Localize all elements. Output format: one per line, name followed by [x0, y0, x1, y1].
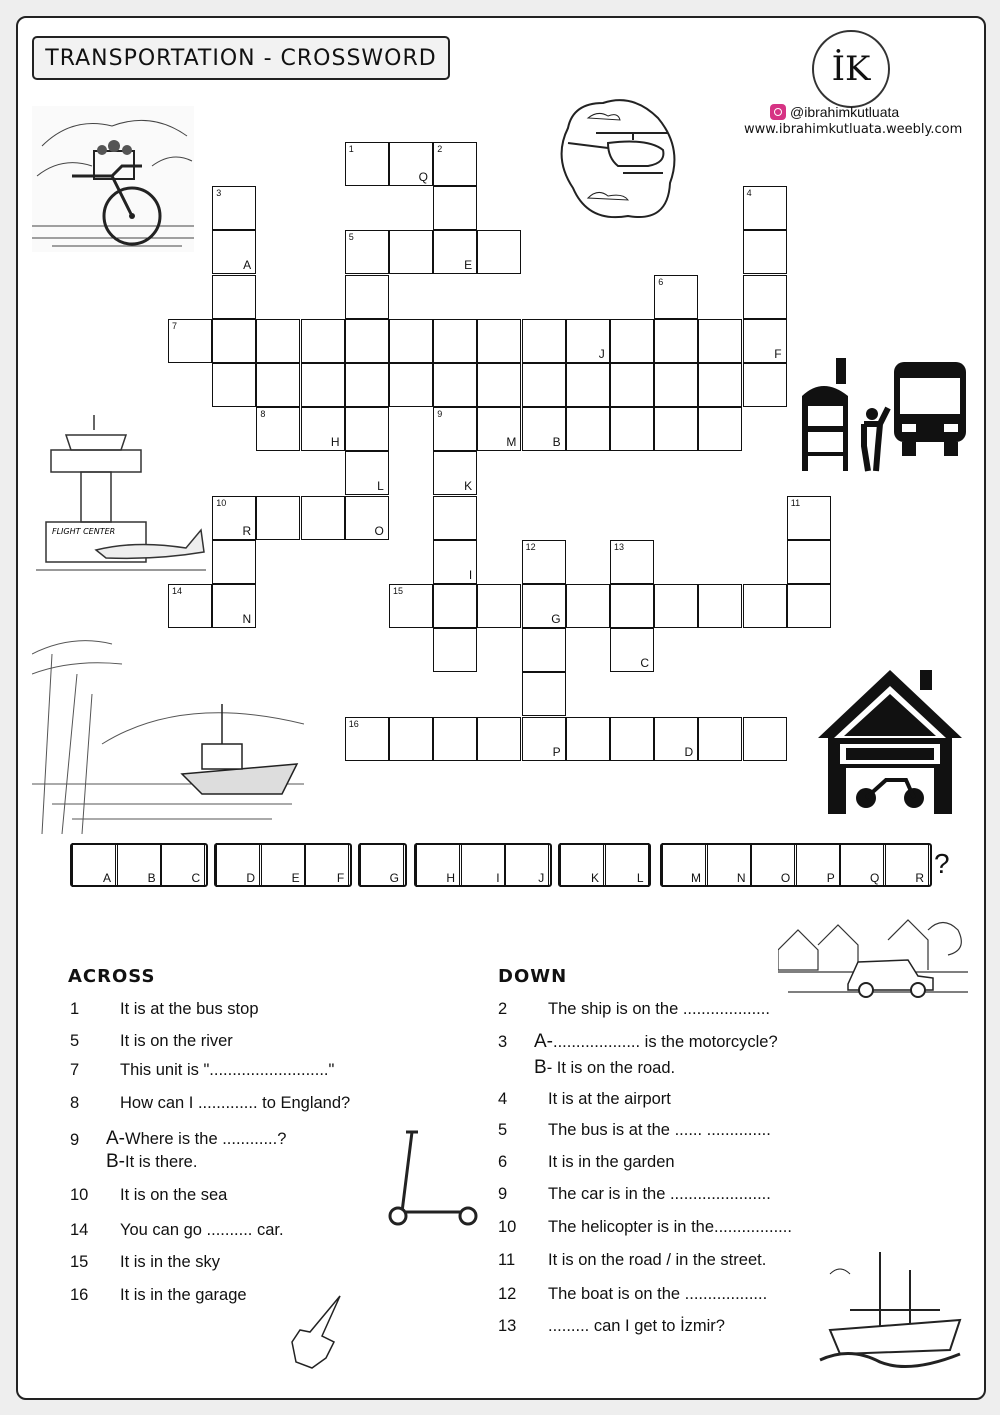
- grid-cell[interactable]: [698, 717, 742, 761]
- grid-cell[interactable]: [301, 363, 345, 407]
- grid-cell-hint-letter: P: [552, 744, 561, 759]
- flight-center-sign: FLIGHT CENTER: [52, 527, 116, 536]
- grid-cell[interactable]: [389, 717, 433, 761]
- answer-slot[interactable]: [560, 843, 604, 887]
- grid-cell[interactable]: [301, 319, 345, 363]
- answer-slot-letter: G: [389, 871, 399, 885]
- down-clue-3-a: A-................... is the motorcycle?: [534, 1031, 778, 1052]
- grid-cell[interactable]: [522, 407, 566, 451]
- grid-cell[interactable]: [477, 363, 521, 407]
- grid-cell[interactable]: [743, 319, 787, 363]
- grid-cell[interactable]: [566, 363, 610, 407]
- grid-cell[interactable]: [433, 628, 477, 672]
- answer-slot[interactable]: [751, 843, 795, 887]
- answer-slot[interactable]: [505, 843, 549, 887]
- across-heading: ACROSS: [68, 966, 156, 987]
- instagram-handle: @ibrahimkutluata: [770, 104, 899, 120]
- grid-cell[interactable]: [787, 496, 831, 540]
- grid-cell[interactable]: [345, 275, 389, 319]
- website-link[interactable]: www.ibrahimkutluata.weebly.com: [744, 122, 963, 137]
- grid-cell[interactable]: [477, 407, 521, 451]
- grid-cell[interactable]: [433, 496, 477, 540]
- grid-cell[interactable]: [433, 186, 477, 230]
- answer-slot-letter: P: [826, 871, 835, 885]
- grid-cell[interactable]: [698, 363, 742, 407]
- grid-cell[interactable]: [610, 407, 654, 451]
- grid-cell-number: 4: [746, 188, 752, 199]
- grid-cell-number: 8: [260, 409, 266, 420]
- grid-cell[interactable]: [743, 186, 787, 230]
- answer-slot[interactable]: [885, 843, 929, 887]
- grid-cell-hint-letter: A: [243, 258, 252, 273]
- grid-cell-number: 15: [393, 586, 404, 596]
- answer-slot[interactable]: [840, 843, 884, 887]
- grid-cell[interactable]: [787, 584, 831, 628]
- answer-question-mark: ?: [934, 848, 950, 879]
- answer-slot-letter: L: [636, 871, 644, 885]
- grid-cell[interactable]: [743, 275, 787, 319]
- river-boat-illustration: [32, 634, 304, 834]
- answer-slot[interactable]: [305, 843, 349, 887]
- grid-cell[interactable]: [433, 584, 477, 628]
- grid-cell[interactable]: [389, 363, 433, 407]
- grid-cell[interactable]: [389, 319, 433, 363]
- grid-cell[interactable]: [433, 407, 477, 451]
- logo: İK: [812, 30, 890, 108]
- grid-cell-hint-letter: O: [374, 523, 384, 538]
- answer-slot[interactable]: [72, 843, 116, 887]
- grid-cell[interactable]: [256, 319, 300, 363]
- answer-slot[interactable]: [416, 843, 460, 887]
- answer-slot[interactable]: [216, 843, 260, 887]
- grid-cell[interactable]: [654, 407, 698, 451]
- grid-cell[interactable]: [522, 628, 566, 672]
- grid-cell-hint-letter: J: [598, 346, 605, 361]
- grid-cell[interactable]: [212, 540, 256, 584]
- grid-cell-hint-letter: Q: [418, 170, 428, 184]
- grid-cell[interactable]: [212, 363, 256, 407]
- answer-slot-letter: N: [736, 871, 746, 885]
- grid-cell[interactable]: [345, 230, 389, 274]
- answer-slot-letter: K: [590, 871, 599, 885]
- grid-cell[interactable]: [256, 407, 300, 451]
- grid-cell[interactable]: [212, 230, 256, 274]
- grid-cell[interactable]: [433, 540, 477, 584]
- grid-cell-number: 11: [790, 497, 801, 508]
- grid-cell[interactable]: [743, 584, 787, 628]
- answer-slot-letter: O: [780, 871, 791, 885]
- grid-cell[interactable]: [566, 717, 610, 761]
- grid-cell[interactable]: [212, 319, 256, 363]
- airport-illustration: [36, 410, 206, 580]
- grid-cell-number: 2: [437, 144, 443, 154]
- grid-cell[interactable]: [477, 584, 521, 628]
- grid-cell[interactable]: [698, 584, 742, 628]
- across-clue-9-a: A-Where is the ............?: [106, 1128, 287, 1149]
- answer-slot-letter: F: [336, 871, 345, 885]
- answer-slot-letter: R: [915, 871, 924, 885]
- answer-slot-letter: B: [147, 871, 156, 885]
- answer-slot-letter: M: [691, 871, 701, 885]
- grid-cell[interactable]: [654, 275, 698, 319]
- grid-cell[interactable]: [433, 451, 477, 495]
- grid-cell[interactable]: [698, 319, 742, 363]
- grid-cell[interactable]: [212, 186, 256, 230]
- grid-cell[interactable]: [566, 407, 610, 451]
- grid-cell[interactable]: [345, 451, 389, 495]
- answer-slot[interactable]: [605, 843, 649, 887]
- helicopter-illustration: [548, 88, 678, 228]
- answer-slot-letter: A: [102, 871, 111, 885]
- answer-slot[interactable]: [707, 843, 751, 887]
- grid-cell[interactable]: [433, 142, 477, 186]
- grid-cell-hint-letter: H: [330, 435, 340, 450]
- grid-cell[interactable]: [522, 584, 566, 628]
- answer-slot-letter: H: [446, 871, 455, 885]
- grid-cell-hint-letter: L: [377, 479, 384, 494]
- grid-cell[interactable]: [389, 230, 433, 274]
- down-clue-3-b: B- It is on the road.: [534, 1057, 676, 1078]
- across-clue-9-b: B-It is there.: [106, 1151, 198, 1172]
- grid-cell[interactable]: [168, 319, 212, 363]
- grid-cell[interactable]: [345, 496, 389, 540]
- grid-cell-number: 7: [172, 320, 178, 331]
- answer-slot[interactable]: [461, 843, 505, 887]
- grid-cell-hint-letter: G: [551, 612, 561, 626]
- grid-cell-hint-letter: E: [464, 258, 473, 273]
- grid-cell-number: 12: [525, 541, 536, 552]
- grid-cell[interactable]: [256, 496, 300, 540]
- grid-cell[interactable]: [212, 275, 256, 319]
- grid-cell[interactable]: [610, 319, 654, 363]
- instagram-icon: [770, 104, 786, 120]
- grid-cell-hint-letter: N: [242, 612, 252, 626]
- garage-icon: [816, 668, 964, 816]
- grid-cell[interactable]: [345, 319, 389, 363]
- grid-cell[interactable]: [389, 584, 433, 628]
- grid-cell-number: 13: [614, 541, 625, 552]
- down-heading: DOWN: [498, 966, 568, 987]
- grid-cell[interactable]: [389, 142, 433, 186]
- grid-cell-number: 14: [172, 586, 183, 596]
- grid-cell[interactable]: [566, 584, 610, 628]
- grid-cell-hint-letter: D: [684, 744, 694, 759]
- grid-cell[interactable]: [477, 319, 521, 363]
- grid-cell-hint-letter: K: [464, 479, 473, 494]
- bus-stop-icon: [798, 356, 974, 474]
- grid-cell[interactable]: [566, 319, 610, 363]
- page-title: TRANSPORTATION - CROSSWORD: [32, 36, 450, 80]
- grid-cell-number: 9: [437, 409, 443, 420]
- grid-cell[interactable]: [433, 717, 477, 761]
- scooter-illustration: [384, 1128, 484, 1228]
- grid-cell-number: 10: [216, 497, 227, 508]
- grid-cell[interactable]: [212, 496, 256, 540]
- ship-illustration: [810, 1250, 970, 1374]
- pointing-hand-illustration: [282, 1292, 352, 1372]
- answer-slot-letter: I: [496, 871, 500, 885]
- grid-cell[interactable]: [433, 319, 477, 363]
- grid-cell[interactable]: [345, 363, 389, 407]
- grid-cell-number: 6: [658, 276, 664, 287]
- grid-cell[interactable]: [787, 540, 831, 584]
- grid-cell[interactable]: [168, 584, 212, 628]
- grid-cell[interactable]: [256, 363, 300, 407]
- grid-cell[interactable]: [522, 540, 566, 584]
- answer-slot-letter: Q: [870, 871, 880, 885]
- answer-slot-letter: C: [191, 871, 201, 885]
- grid-cell-hint-letter: M: [506, 435, 517, 450]
- answer-slot-letter: J: [538, 871, 545, 885]
- grid-cell[interactable]: [610, 584, 654, 628]
- grid-cell-hint-letter: B: [552, 435, 561, 450]
- answer-slot[interactable]: [662, 843, 706, 887]
- grid-cell[interactable]: [522, 363, 566, 407]
- answer-slot[interactable]: [360, 843, 404, 887]
- grid-cell[interactable]: [433, 230, 477, 274]
- grid-cell[interactable]: [433, 363, 477, 407]
- grid-cell[interactable]: [743, 230, 787, 274]
- grid-cell[interactable]: [654, 717, 698, 761]
- answer-slot[interactable]: [261, 843, 305, 887]
- grid-cell[interactable]: [654, 584, 698, 628]
- grid-cell[interactable]: [522, 672, 566, 716]
- grid-cell[interactable]: [345, 142, 389, 186]
- grid-cell[interactable]: [743, 363, 787, 407]
- grid-cell[interactable]: [698, 407, 742, 451]
- grid-cell[interactable]: [610, 717, 654, 761]
- grid-cell[interactable]: [212, 584, 256, 628]
- answer-slot[interactable]: [117, 843, 161, 887]
- grid-cell[interactable]: [654, 319, 698, 363]
- grid-cell[interactable]: [345, 717, 389, 761]
- bicycle-illustration: [32, 106, 194, 252]
- grid-cell[interactable]: [301, 496, 345, 540]
- grid-cell-number: 1: [348, 144, 354, 154]
- grid-cell-number: 3: [216, 188, 222, 199]
- grid-cell[interactable]: [522, 717, 566, 761]
- grid-cell-hint-letter: F: [774, 346, 782, 361]
- answer-slot[interactable]: [161, 843, 205, 887]
- grid-cell[interactable]: [743, 717, 787, 761]
- grid-cell-hint-letter: I: [468, 567, 473, 582]
- grid-cell[interactable]: [477, 717, 521, 761]
- grid-cell[interactable]: [610, 540, 654, 584]
- grid-cell-number: 16: [348, 718, 359, 729]
- car-village-illustration: [778, 910, 968, 1000]
- grid-cell[interactable]: [477, 230, 521, 274]
- grid-cell-hint-letter: C: [640, 656, 649, 671]
- grid-cell[interactable]: [610, 628, 654, 672]
- answer-slot[interactable]: [796, 843, 840, 887]
- grid-cell[interactable]: [522, 319, 566, 363]
- answer-slot-letter: E: [291, 871, 300, 885]
- grid-cell-number: 5: [348, 232, 354, 243]
- answer-slot-letter: D: [246, 871, 255, 885]
- grid-cell[interactable]: [345, 407, 389, 451]
- grid-cell[interactable]: [654, 363, 698, 407]
- grid-cell[interactable]: [301, 407, 345, 451]
- grid-cell-hint-letter: R: [242, 523, 252, 538]
- grid-cell[interactable]: [610, 363, 654, 407]
